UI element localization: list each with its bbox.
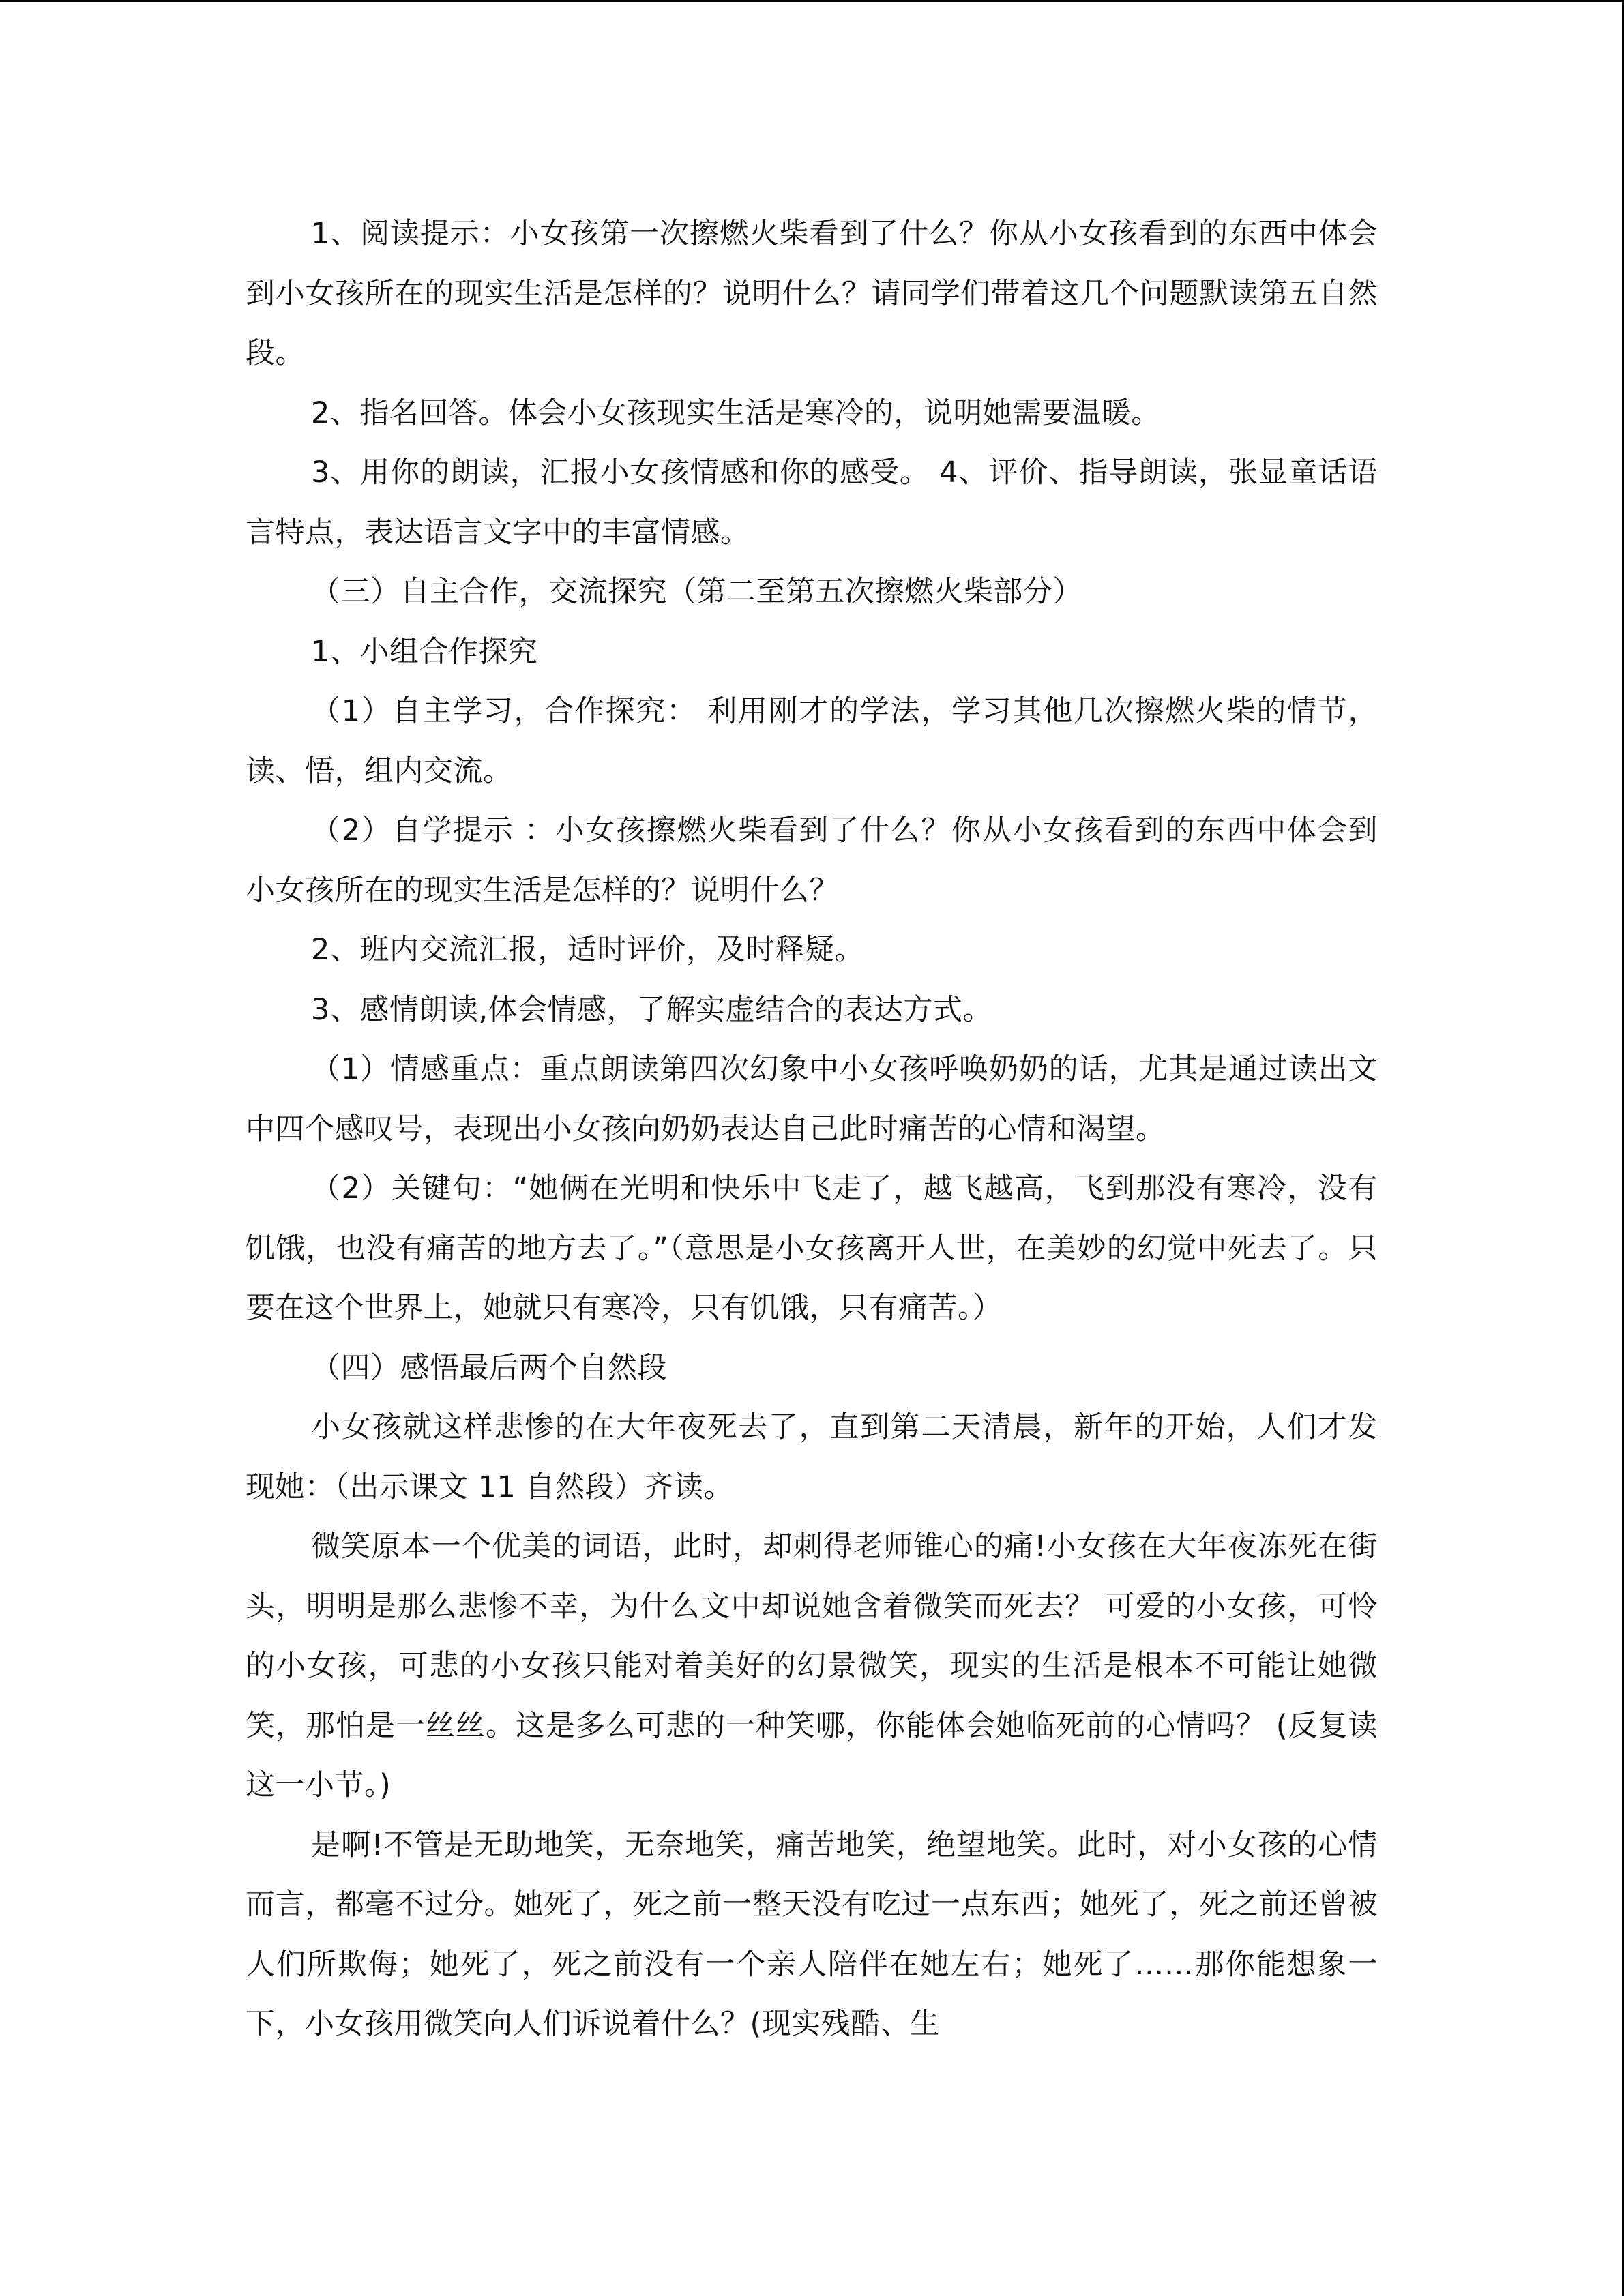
paragraph-emotion-focus: （1）情感重点：重点朗读第四次幻象中小女孩呼唤奶奶的话，尤其是通过读出文中四个感叹号，表现出小女孩向奶奶表达自己此时痛苦的心情和渴望。 — [246, 1052, 1378, 1146]
paragraph-reading-hint: 1、阅读提示：小女孩第一次擦燃火柴看到了什么？你从小女孩看到的东西中体会到小女孩所在的现实生活是怎样的？说明什么？请同学们带着这几个问题默读第五自然段。 — [246, 217, 1378, 370]
paragraph-smile: 微笑原本一个优美的词语，此时，却刺得老师锥心的痛!小女孩在大年夜冻死在街头，明明是那么悲惨不幸，为什么文中却说她含着微笑而死去？ 可爱的小女孩，可怜的小女孩，可悲的小女孩只能对着美好的幻景微笑，现实的生活是根本不可能让她微笑，那怕是一丝丝。这是多么可悲的一种笑哪，你能体会她临死前的心情吗？ (反复读这一小节。) — [246, 1530, 1378, 1802]
paragraph-class-report: 2、班内交流汇报，适时评价，及时释疑。 — [311, 933, 864, 967]
paragraph-key-sentence: （2）关键句：“她俩在光明和快乐中飞走了，越飞越高，飞到那没有寒冷，没有饥饿，也没有痛苦的地方去了。”（意思是小女孩离开人世，在美妙的幻觉中死去了。只要在这个世界上，她就只有寒冷，只有饥饿，只有痛苦。） — [246, 1172, 1378, 1325]
paragraph-new-year: 小女孩就这样悲惨的在大年夜死去了，直到第二天清晨，新年的开始，人们才发现她：（出示课文 11 自然段）齐读。 — [246, 1410, 1378, 1504]
paragraph-self-study: （1）自主学习，合作探究： 利用刚才的学法，学习其他几次擦燃火柴的情节，读、悟，组内交流。 — [246, 694, 1378, 788]
section-heading-3: （三）自主合作，交流探究（第二至第五次擦燃火柴部分） — [311, 575, 1082, 609]
document-body — [246, 205, 1378, 2055]
page-border-top — [0, 0, 1624, 2]
paragraph-answer: 2、指名回答。体会小女孩现实生活是寒冷的，说明她需要温暖。 — [311, 396, 1161, 430]
section-heading-4: （四）感悟最后两个自然段 — [311, 1350, 667, 1385]
paragraph-emotional-reading: 3、感情朗读,体会情感，了解实虚结合的表达方式。 — [311, 992, 993, 1027]
paragraph-reflection: 是啊!不管是无助地笑，无奈地笑，痛苦地笑，绝望地笑。此时，对小女孩的心情而言，都毫不过分。她死了，死之前一整天没有吃过一点东西；她死了，死之前还曾被人们所欺侮；她死了，死之前没有一个亲人陪伴在她左右；她死了……那你能想象一下，小女孩用微笑向人们诉说着什么？(现实残酷、生 — [246, 1828, 1378, 2041]
paragraph-reading-aloud: 3、用你的朗读，汇报小女孩情感和你的感受。 4、评价、指导朗读，张显童话语言特点，表达语言文字中的丰富情感。 — [246, 456, 1378, 550]
paragraph-group-work: 1、小组合作探究 — [311, 634, 538, 669]
paragraph-study-hint: （2）自学提示 ：小女孩擦燃火柴看到了什么？你从小女孩看到的东西中体会到小女孩所在的现实生活是怎样的？说明什么？ — [246, 814, 1378, 908]
